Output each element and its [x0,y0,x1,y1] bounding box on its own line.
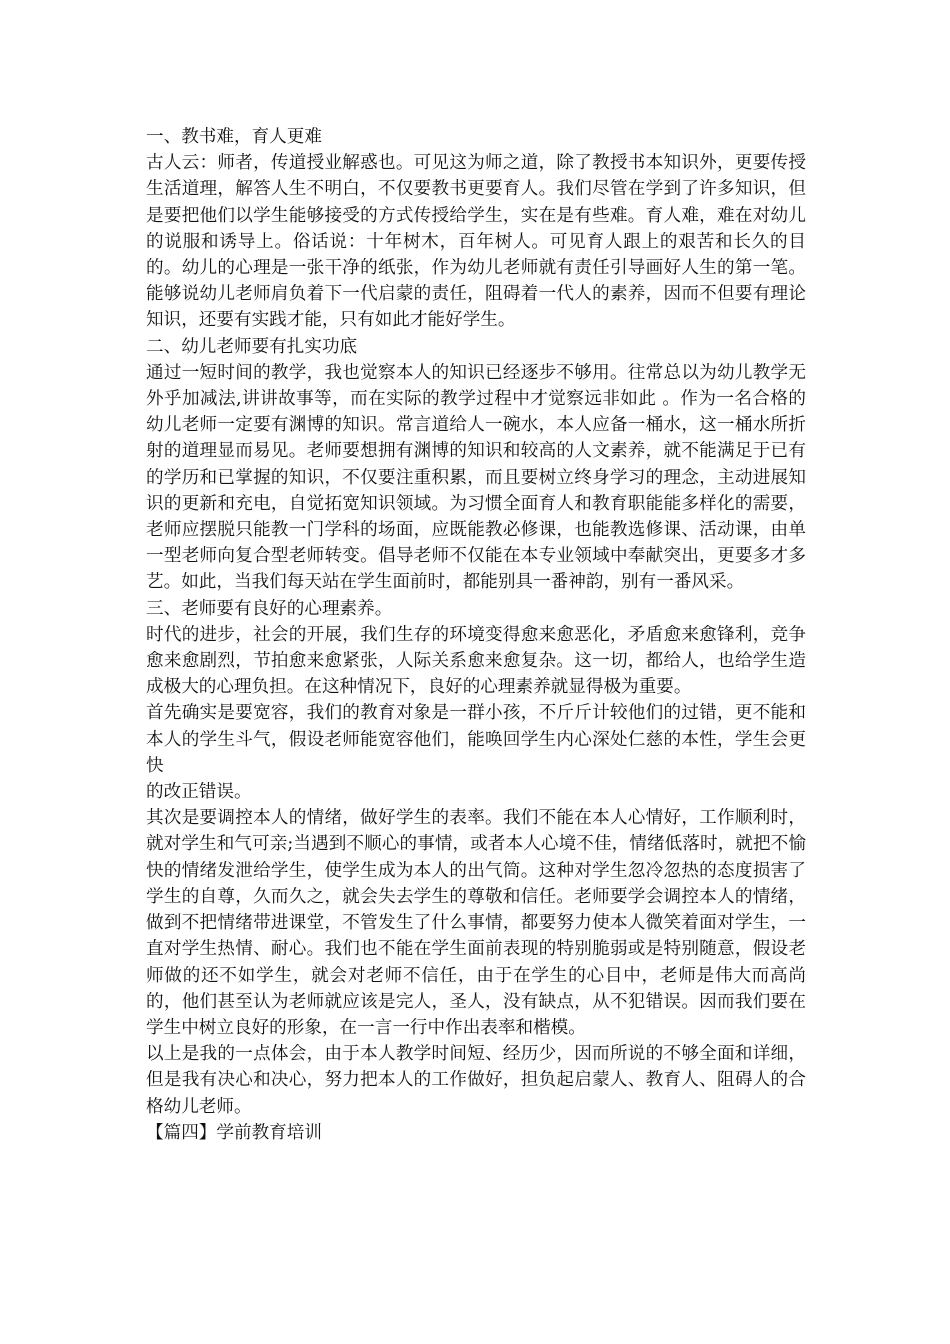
paragraph-3: 时代的进步，社会的开展，我们生存的环境变得愈来愈恶化，矛盾愈来愈锋利，竞争愈来愈剧烈，节拍愈来愈紧张，人际关系愈来愈复杂。这一切，都给人，也给学生造成极大的心理负担。在这种情况下，良好的心理素养就显得极为重要。 [146,624,806,698]
paragraph-5: 其次是要调控本人的情绪，做好学生的表率。我们不能在本人心情好，工作顺利时，就对学生和气可亲;当遇到不顺心的事情，或者本人心境不佳，情绪低落时，就把不愉快的情绪发泄给学生，使学生成为本人的出气筒。这种对学生忽冷忽热的态度损害了学生的自尊，久而久之，就会失去学生的尊敬和信任。老师要学会调控本人的情绪，做到不把情绪带进课堂，不管发生了什么事情，都要努力使本人微笑着面对学生，一直对学生热情、耐心。我们也不能在学生面前表现的特别脆弱或是特别随意，假设老师做的还不如学生，就会对老师不信任，由于在学生的心目中，老师是伟大而高尚的，他们甚至认为老师就应该是完人，圣人，没有缺点，从不犯错误。因而我们要在学生中树立良好的形象，在一言一行中作出表率和楷模。 [146,808,806,1038]
paragraph-1: 古人云：师者，传道授业解惑也。可见这为师之道，除了教授书本知识外，更要传授生活道理，解答人生不明白，不仅要教书更要育人。我们尽管在学到了许多知识，但是要把他们以学生能够接受的方式传授给学生，实在是有些难。育人难，难在对幼儿的说服和诱导上。俗话说：十年树木，百年树人。可见育人跟上的艰苦和长久的目的。幼儿的心理是一张干净的纸张，作为幼儿老师就有责任引导画好人生的第一笔。能够说幼儿老师肩负着下一代启蒙的责任，阻碍着一代人的素养，因而不但要有理论知识，还要有实践才能，只有如此才能好学生。 [146,153,806,331]
paragraph-4: 首先确实是要宽容，我们的教育对象是一群小孩，不斤斤计较他们的过错，更不能和本人的学生斗气，假设老师能宽容他们，能唤回学生内心深处仁慈的本性，学生会更快 [146,703,806,776]
section-heading-4: 【篇四】学前教育培训 [146,1122,322,1143]
section-heading-2: 二、幼儿老师要有扎实功底 [146,336,358,357]
section-heading-1: 一、教书难，育人更难 [146,127,322,147]
paragraph-2: 通过一短时间的教学，我也觉察本人的知识已经逐步不够用。往常总以为幼儿教学无外乎加减法,讲讲故事等，而在实际的教学过程中才觉察远非如此 。作为一名合格的幼儿老师一定要有渊博的知识。常言道给人一碗水，本人应备一桶水，这一桶水所折射的道理显而易见。老师要想拥有渊博的知识和较高的人文素养，就不能满足于已有的学历和已掌握的知识，不仅要注重积累，而且要树立终身学习的理念，主动进展知识的更新和充电，自觉拓宽知识领域。为习惯全面育人和教育职能能多样化的需要，老师应摆脱只能教一门学科的场面，应既能教必修课，也能教选修课、活动课，由单一型老师向复合型老师转变。倡导老师不仅能在本专业领域中奉献突出，更要多才多艺。如此，当我们每天站在学生面前时，都能别具一番神韵，别有一番风采。 [146,362,806,593]
paragraph-6: 以上是我的一点体会，由于本人教学时间短、经历少，因而所说的不够全面和详细，但是我有决心和决心，努力把本人的工作做好，担负起启蒙人、教育人、阻碍人的合格幼儿老师。 [146,1044,806,1117]
section-heading-3: 三、老师要有良好的心理素养。 [146,598,393,619]
paragraph-4-continuation: 的改正错误。 [146,782,252,803]
document-body [146,124,806,1146]
